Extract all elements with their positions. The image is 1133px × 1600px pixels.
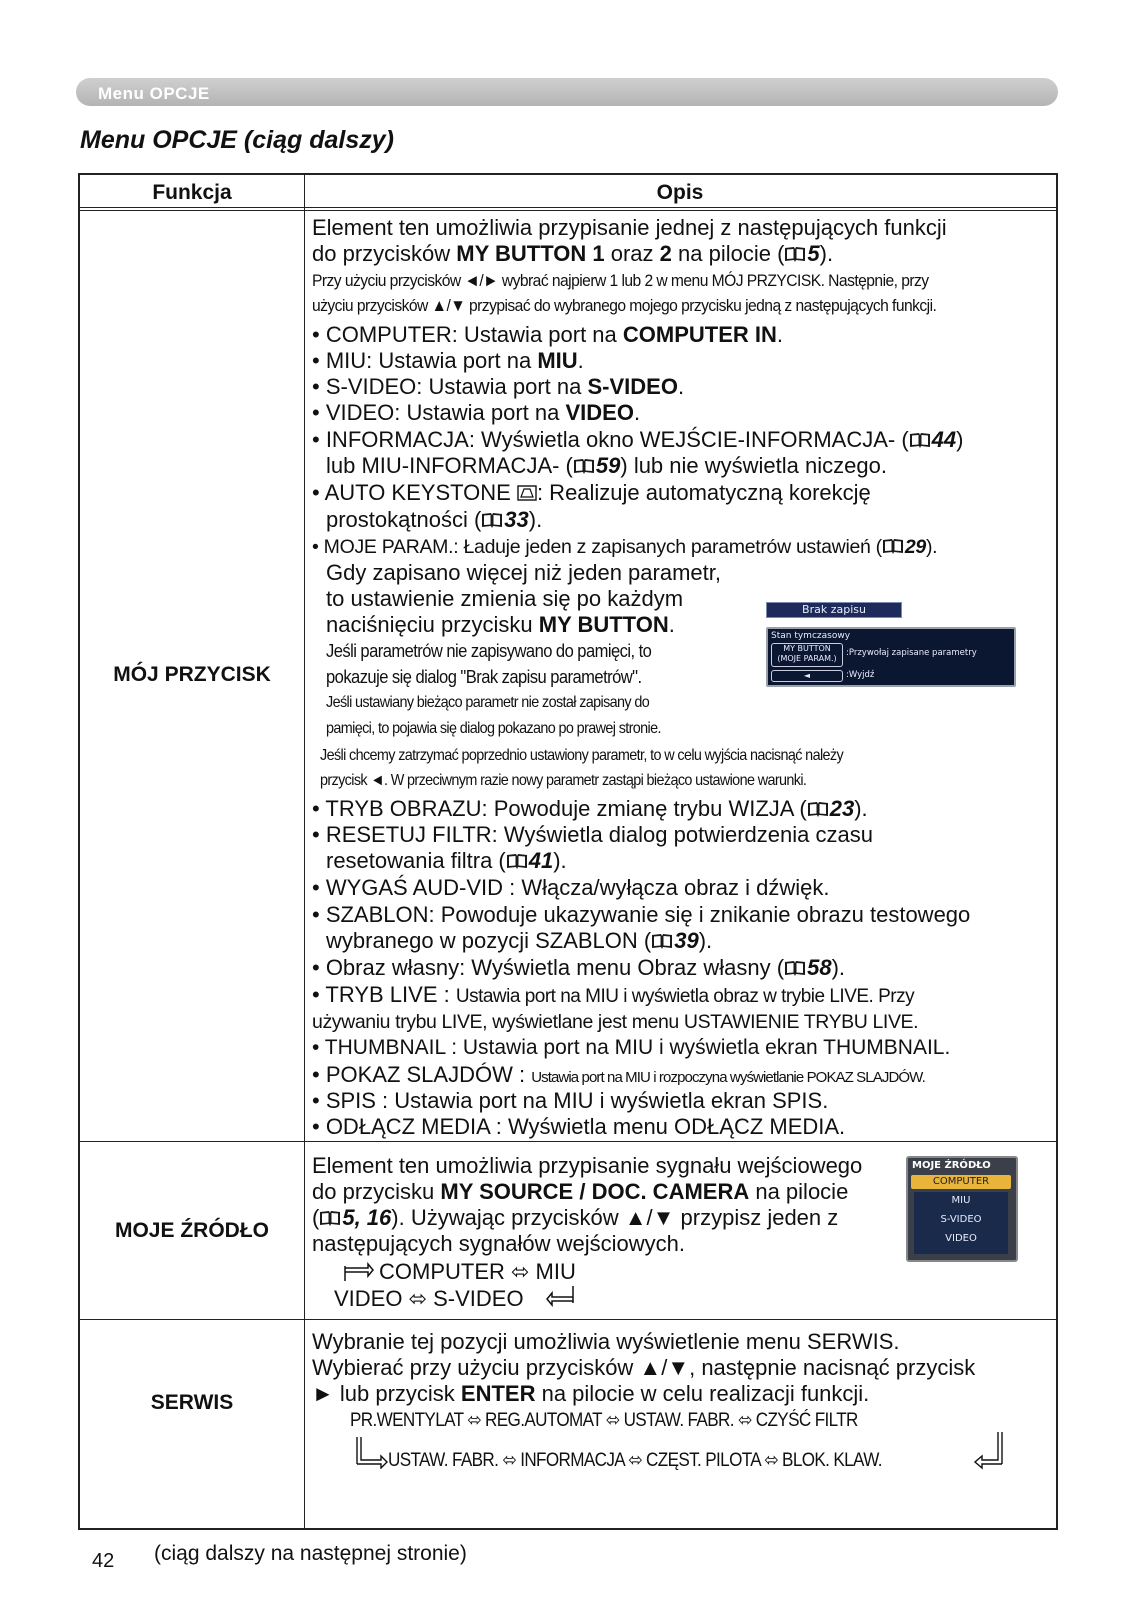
list-item: • S-VIDEO: Ustawia port na S-VIDEO. [312, 374, 685, 399]
list-item: • VIDEO: Ustawia port na VIDEO. [312, 400, 641, 425]
text-line: do przycisku MY SOURCE / DOC. CAMERA na pilocie [312, 1179, 849, 1204]
row-divider [80, 1141, 1056, 1142]
section-label: Menu OPCJE [98, 84, 210, 103]
function-service: SERWIS [150, 1391, 234, 1414]
text-line: pamięci, to pojawia się dialog pokazano po prawej stronie. [326, 720, 661, 737]
function-my-source: MOJE ŹRÓDŁO [114, 1219, 269, 1242]
list-item: • COMPUTER: Ustawia port na COMPUTER IN. [312, 322, 784, 347]
text-line: pokazuje się dialog "Brak zapisu parametrów". [326, 667, 642, 687]
text-line: ( 5, 16). Używając przycisków ▲/▼ przypisz jeden z [312, 1205, 839, 1230]
header-description: Opis [656, 181, 704, 204]
list-item: • SPIS : Ustawia port na MIU i wyświetla ekran SPIS. [312, 1088, 829, 1113]
cycle-start-arrow-icon [342, 1262, 374, 1284]
text-line: Gdy zapisano więcej niż jeden parametr, [326, 560, 721, 585]
book-icon [882, 537, 904, 555]
keystone-icon [517, 484, 537, 502]
function-my-button: MÓJ PRZYCISK [113, 663, 271, 686]
book-icon [784, 959, 806, 977]
cycle-line-1: COMPUTER ⬄ MIU [379, 1259, 576, 1284]
text-line: Jeśli ustawiany bieżąco parametr nie został zapisany do [326, 694, 650, 711]
text-line: naciśnięciu przycisku MY BUTTON. [326, 612, 675, 637]
dialog-exit-text: :Wyjdź [846, 670, 875, 680]
dialog-body [766, 627, 1016, 687]
list-item-continued: resetowania filtra ( 41). [326, 848, 567, 873]
list-item: • INFORMACJA: Wyświetla okno WEJŚCIE-INFORMACJA- ( 44) [312, 427, 964, 452]
text-line: Jeśli chcemy zatrzymać poprzednio ustawiony parametr, to w celu wyjścia nacisnąć należy [320, 747, 844, 764]
menu-item: MIU [951, 1195, 971, 1206]
column-divider [304, 175, 305, 1528]
text-line: przycisk ◄. W przeciwnym razie nowy parametr zastąpi bieżąco ustawione warunki. [320, 772, 807, 789]
list-item-continued: wybranego w pozycji SZABLON ( 39). [326, 928, 713, 953]
row-divider [80, 1319, 1056, 1320]
book-icon [784, 245, 806, 263]
book-icon [651, 932, 673, 950]
text-line: użyciu przycisków ▲/▼ przypisać do wybranego mojego przycisku jedną z następujących funkcji. [312, 296, 937, 315]
book-icon [319, 1209, 341, 1227]
menu-item: VIDEO [945, 1233, 977, 1244]
book-icon [573, 457, 595, 475]
text-line: Element ten umożliwia przypisanie jednej z następujących funkcji [312, 215, 947, 240]
text-line: Jeśli parametrów nie zapisywano do pamięci, to [326, 641, 652, 661]
list-item: • SZABLON: Powoduje ukazywanie się i znikanie obrazu testowego [312, 902, 971, 927]
list-item: • MOJE PARAM.: Ładuje jeden z zapisanych parametrów ustawień ( 29). [312, 536, 938, 558]
menu-item-selected: COMPUTER [911, 1175, 1011, 1189]
text-line: Wybierać przy użyciu przycisków ▲/▼, następnie nacisnąć przycisk [312, 1355, 976, 1380]
cycle-return-arrow-icon [546, 1284, 576, 1308]
options-table [78, 173, 1058, 1530]
list-item: • AUTO KEYSTONE : Realizuje automatyczną korekcję [312, 480, 871, 505]
page-number: 42 [92, 1550, 115, 1572]
header-divider [80, 207, 1056, 211]
list-item-continued: prostokątności ( 33). [326, 507, 543, 532]
cycle-start-arrow-icon [355, 1435, 389, 1469]
text-line: następujących sygnałów wejściowych. [312, 1231, 685, 1256]
book-icon [506, 852, 528, 870]
section-header-bar [76, 78, 1058, 106]
book-icon [481, 511, 503, 529]
list-item: • MIU: Ustawia port na MIU. [312, 348, 584, 373]
book-icon [909, 431, 931, 449]
cycle-return-arrow-icon [972, 1430, 1008, 1470]
dialog-key-box: MY BUTTON (MOJE PARAM.) [771, 643, 843, 667]
cycle-line-2: USTAW. FABR. ⬄ INFORMACJA ⬄ CZĘST. PILOTA ⬄ BLOK. KLAW. [388, 1450, 882, 1471]
list-item: • Obraz własny: Wyświetla menu Obraz własny ( 58). [312, 955, 846, 980]
list-item: • TRYB OBRAZU: Powoduje zmianę trybu WIZJA ( 23). [312, 796, 868, 821]
cycle-line-2: VIDEO ⬄ S-VIDEO [334, 1286, 524, 1311]
dialog-recall-text: :Przywołaj zapisane parametry [846, 648, 977, 658]
text-line: to ustawienie zmienia się po każdym [326, 586, 684, 611]
list-item-continued: lub MIU-INFORMACJA- ( 59) lub nie wyświetla niczego. [326, 453, 887, 478]
page-title: Menu OPCJE (ciąg dalszy) [80, 126, 394, 154]
list-item: • WYGAŚ AUD-VID : Włącza/wyłącza obraz i dźwięk. [312, 875, 830, 900]
continued-note: (ciąg dalszy na następnej stronie) [154, 1542, 467, 1565]
left-arrow-icon: ◄ [771, 670, 843, 682]
dialog-label: Stan tymczasowy [771, 631, 851, 641]
text-line: Wybranie tej pozycji umożliwia wyświetlenie menu SERWIS. [312, 1329, 900, 1354]
text-line: Element ten umożliwia przypisanie sygnału wejściowego [312, 1153, 863, 1178]
cycle-line-1: PR.WENTYLAT ⬄ REG.AUTOMAT ⬄ USTAW. FABR. ⬄ CZYŚĆ FILTR [350, 1410, 858, 1431]
menu-title: MOJE ŹRÓDŁO [912, 1160, 991, 1171]
list-item: • ODŁĄCZ MEDIA : Wyświetla menu ODŁĄCZ MEDIA. [312, 1114, 846, 1139]
list-item: • THUMBNAIL : Ustawia port na MIU i wyświetla ekran THUMBNAIL. [312, 1036, 951, 1059]
dialog-title: Brak zapisu [766, 602, 902, 618]
header-function: Funkcja [152, 181, 232, 204]
menu-item: S-VIDEO [940, 1214, 982, 1225]
text-line: do przycisków MY BUTTON 1 oraz 2 na pilocie ( 5). [312, 241, 834, 266]
text-line: ► lub przycisk ENTER na pilocie w celu realizacji funkcji. [312, 1381, 870, 1406]
list-item: • POKAZ SLAJDÓW : Ustawia port na MIU i rozpoczyna wyświetlanie POKAZ SLAJDÓW. [312, 1062, 925, 1087]
list-item: • TRYB LIVE : Ustawia port na MIU i wyświetla obraz w trybie LIVE. Przy [312, 982, 915, 1007]
list-item-continued: używaniu trybu LIVE, wyświetlane jest menu USTAWIENIE TRYBU LIVE. [312, 1011, 919, 1033]
list-item: • RESETUJ FILTR: Wyświetla dialog potwierdzenia czasu [312, 822, 873, 847]
menu-item-list [914, 1192, 1008, 1254]
book-icon [807, 800, 829, 818]
my-source-menu-screenshot [906, 1156, 1018, 1262]
text-line: Przy użyciu przycisków ◄/► wybrać najpierw 1 lub 2 w menu MÓJ PRZYCISK. Następnie, przy [312, 271, 929, 290]
